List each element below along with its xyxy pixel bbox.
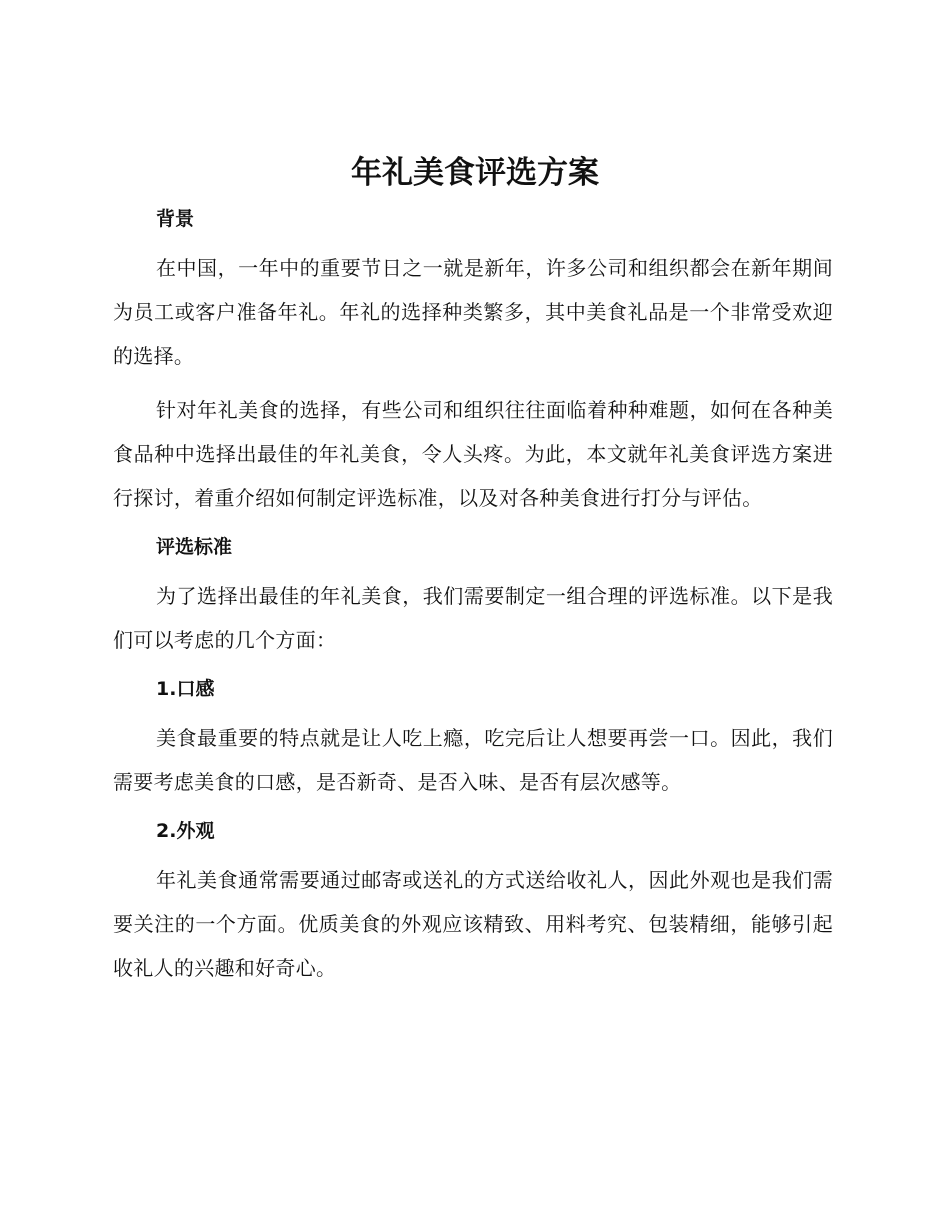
section-heading-taste: 1.口感 — [156, 678, 215, 700]
paragraph: 美食最重要的特点就是让人吃上瘾，吃完后让人想要再尝一口。因此，我们需要考虑美食的口感，是否新奇、是否入味、是否有层次感等。 — [113, 726, 833, 794]
paragraph: 年礼美食通常需要通过邮寄或送礼的方式送给收礼人，因此外观也是我们需要关注的一个方面。优质美食的外观应该精致、用料考究、包装精细，能够引起收礼人的兴趣和好奇心。 — [113, 868, 833, 980]
section-heading-background: 背景 — [156, 208, 195, 230]
document-title: 年礼美食评选方案 — [351, 155, 599, 191]
paragraph: 为了选择出最佳的年礼美食，我们需要制定一组合理的评选标准。以下是我们可以考虑的几个方面： — [113, 584, 833, 652]
paragraph: 针对年礼美食的选择，有些公司和组织往往面临着种种难题，如何在各种美食品种中选择出最佳的年礼美食，令人头疼。为此，本文就年礼美食评选方案进行探讨，着重介绍如何制定评选标准，以及对各种美食进行打分与评估。 — [113, 398, 833, 510]
section-heading-appearance: 2.外观 — [156, 820, 215, 842]
document-body — [113, 198, 833, 990]
paragraph: 在中国，一年中的重要节日之一就是新年，许多公司和组织都会在新年期间为员工或客户准备年礼。年礼的选择种类繁多，其中美食礼品是一个非常受欢迎的选择。 — [113, 256, 833, 368]
spacer — [113, 378, 833, 388]
section-heading-criteria: 评选标准 — [156, 536, 233, 558]
